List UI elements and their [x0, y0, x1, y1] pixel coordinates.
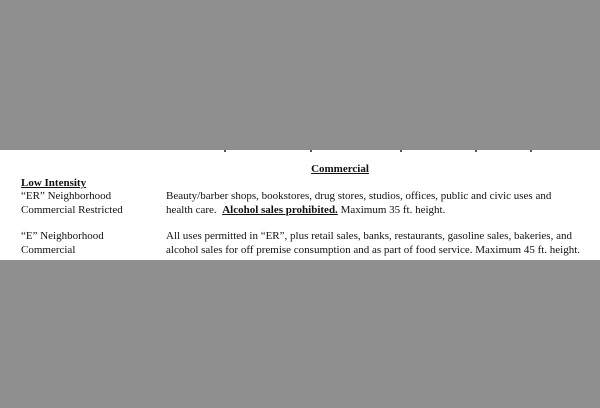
section-title: Commercial	[311, 163, 369, 175]
group-heading: Low Intensity	[21, 177, 87, 189]
clipped-mark	[310, 150, 312, 152]
clipped-mark	[530, 150, 532, 152]
district-description-er-line2	[166, 204, 598, 217]
district-name-er-line1: “ER” Neighborhood	[21, 190, 112, 202]
clipped-mark	[475, 150, 477, 152]
clipped-text-remnants	[210, 150, 540, 152]
district-name-e-line2: Commercial	[21, 244, 76, 256]
district-description-e-line1: All uses permitted in “ER”, plus retail sales, banks, restaurants, gasoline sales, bakeries, and	[166, 230, 572, 242]
district-description-er-line1: Beauty/barber shops, bookstores, drug stores, studios, offices, public and civic uses and	[166, 190, 552, 202]
clipped-mark	[224, 150, 226, 152]
description-text: health care.	[166, 204, 217, 216]
document-excerpt	[0, 150, 600, 260]
alcohol-prohibition-note: Alcohol sales prohibited.	[222, 204, 338, 216]
district-name-er-line2: Commercial Restricted	[21, 204, 123, 216]
height-limit-text: Maximum 35 ft. height.	[340, 204, 446, 216]
district-description-e-line2: alcohol sales for off premise consumption and as part of food service. Maximum 45 ft. height.	[166, 244, 581, 256]
district-name-e-line1: “E” Neighborhood	[21, 230, 104, 242]
clipped-mark	[400, 150, 402, 152]
